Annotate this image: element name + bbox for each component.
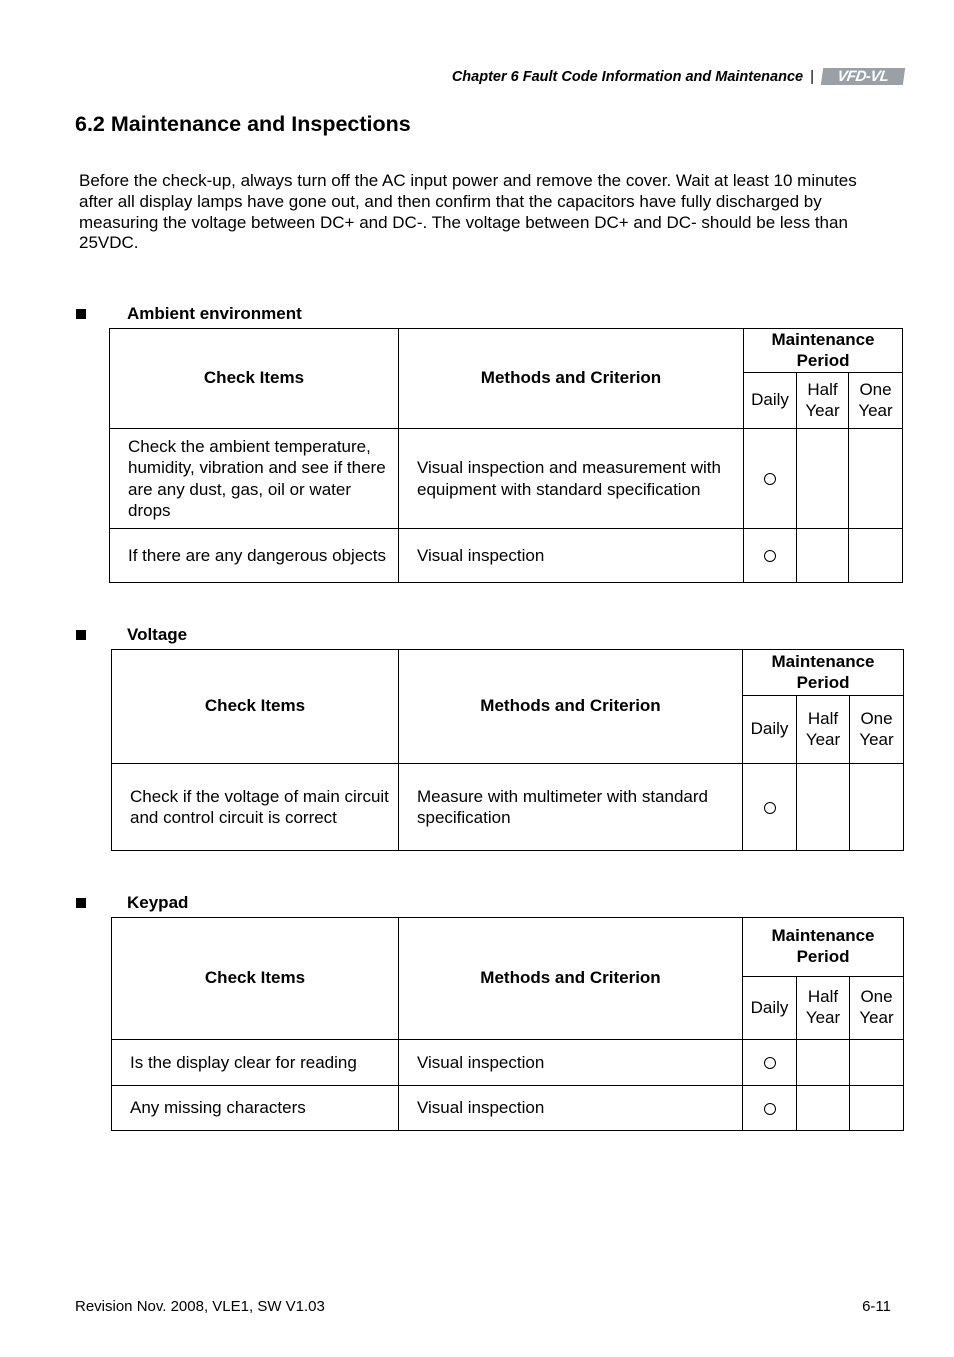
section-heading-ambient bbox=[75, 304, 302, 324]
one-year-cell bbox=[850, 1040, 904, 1086]
half-year-cell bbox=[797, 1086, 850, 1131]
footer-page-number: 6-11 bbox=[862, 1298, 891, 1315]
table-row bbox=[112, 764, 904, 851]
check-items-header: Check Items bbox=[112, 650, 399, 764]
intro-paragraph: Before the check-up, always turn off the AC input power and remove the cover. Wait at least 10 minutes after all display lamps have gone out, and then confirm that the capacitors have fully discharged by measuring the voltage between DC+ and DC-. The voltage between DC+ and DC- should be less than 25VDC. bbox=[79, 171, 857, 253]
half-year-header: Half Year bbox=[797, 977, 850, 1040]
daily-cell bbox=[744, 529, 797, 583]
check-item-cell: Check if the voltage of main circuit and control circuit is correct bbox=[112, 764, 399, 851]
check-items-header: Check Items bbox=[112, 918, 399, 1040]
table-row bbox=[112, 1086, 904, 1131]
method-cell: Visual inspection and measurement with equipment with standard specification bbox=[399, 429, 744, 529]
section-title: 6.2 Maintenance and Inspections bbox=[75, 112, 411, 136]
daily-cell bbox=[743, 1086, 797, 1131]
method-cell: Visual inspection bbox=[399, 1086, 743, 1131]
section-heading-voltage bbox=[75, 625, 187, 645]
one-year-header: One Year bbox=[849, 373, 903, 429]
daily-cell bbox=[743, 764, 797, 851]
check-item-cell: Any missing characters bbox=[112, 1086, 399, 1131]
page-header bbox=[452, 68, 904, 85]
footer-revision: Revision Nov. 2008, VLE1, SW V1.03 bbox=[75, 1298, 325, 1315]
one-year-header: One Year bbox=[850, 977, 904, 1040]
half-year-header: Half Year bbox=[797, 696, 850, 764]
section-heading-label: Voltage bbox=[127, 625, 188, 644]
square-bullet-icon bbox=[76, 630, 86, 640]
ambient-table bbox=[109, 328, 903, 583]
circle-mark-icon bbox=[764, 802, 776, 814]
maintenance-period-header: Maintenance Period bbox=[744, 329, 903, 373]
circle-mark-icon bbox=[764, 473, 776, 485]
square-bullet-icon bbox=[76, 309, 86, 319]
method-cell: Visual inspection bbox=[399, 529, 744, 583]
section-heading-label: Ambient environment bbox=[127, 304, 302, 323]
daily-header: Daily bbox=[743, 977, 797, 1040]
maintenance-period-header: Maintenance Period bbox=[743, 918, 904, 977]
table-row bbox=[110, 529, 903, 583]
one-year-cell bbox=[849, 429, 903, 529]
voltage-table bbox=[111, 649, 904, 851]
half-year-header: Half Year bbox=[797, 373, 849, 429]
daily-cell bbox=[744, 429, 797, 529]
section-heading-label: Keypad bbox=[127, 893, 189, 912]
circle-mark-icon bbox=[764, 1057, 776, 1069]
square-bullet-icon bbox=[76, 898, 86, 908]
header-separator: | bbox=[810, 68, 814, 85]
methods-header: Methods and Criterion bbox=[399, 329, 744, 429]
chapter-title: Chapter 6 Fault Code Information and Maintenance bbox=[451, 68, 804, 85]
circle-mark-icon bbox=[764, 1103, 776, 1115]
check-items-header: Check Items bbox=[110, 329, 399, 429]
circle-mark-icon bbox=[764, 550, 776, 562]
vfd-vl-logo: VFD-VL bbox=[821, 68, 905, 85]
half-year-cell bbox=[797, 1040, 850, 1086]
daily-header: Daily bbox=[744, 373, 797, 429]
method-cell: Measure with multimeter with standard specification bbox=[399, 764, 743, 851]
one-year-header: One Year bbox=[850, 696, 904, 764]
half-year-cell bbox=[797, 429, 849, 529]
table-row bbox=[112, 1040, 904, 1086]
one-year-cell bbox=[849, 529, 903, 583]
maintenance-period-header: Maintenance Period bbox=[743, 650, 904, 696]
one-year-cell bbox=[850, 764, 904, 851]
method-cell: Visual inspection bbox=[399, 1040, 743, 1086]
one-year-cell bbox=[850, 1086, 904, 1131]
keypad-table bbox=[111, 917, 904, 1131]
daily-cell bbox=[743, 1040, 797, 1086]
check-item-cell: Is the display clear for reading bbox=[112, 1040, 399, 1086]
daily-header: Daily bbox=[743, 696, 797, 764]
half-year-cell bbox=[797, 764, 850, 851]
methods-header: Methods and Criterion bbox=[399, 918, 743, 1040]
methods-header: Methods and Criterion bbox=[399, 650, 743, 764]
section-heading-keypad bbox=[75, 893, 188, 913]
table-row bbox=[110, 429, 903, 529]
check-item-cell: If there are any dangerous objects bbox=[110, 529, 399, 583]
half-year-cell bbox=[797, 529, 849, 583]
check-item-cell: Check the ambient temperature, humidity, vibration and see if there are any dust, gas, oil or water drops bbox=[110, 429, 399, 529]
